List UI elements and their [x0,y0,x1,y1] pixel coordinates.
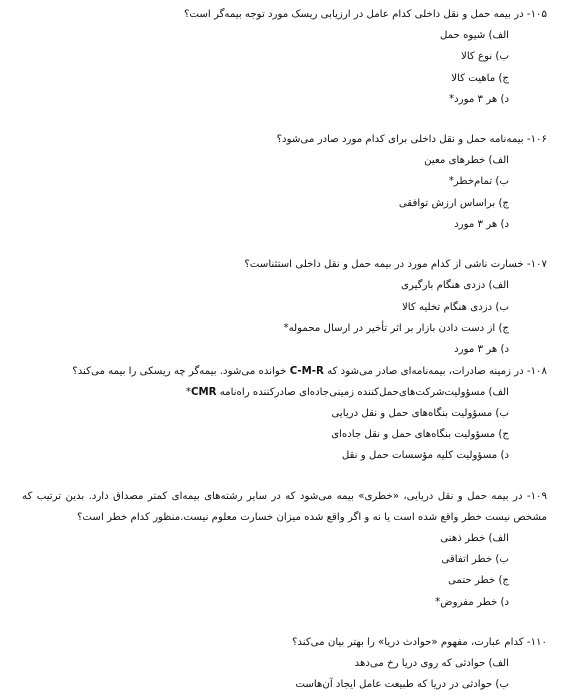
question-number: ۱۰۷- [526,259,547,271]
question-number: ۱۰۸- [526,365,547,377]
option-c: ج) خطر حتمی [447,575,509,587]
question-stem [22,129,547,150]
question-text: در بیمه حمل و نقل داخلی کدام عامل در ارزیابی ریسک مورد توجه بیمه‌گر است؟ [183,9,524,20]
question-number: ۱۰۶- [526,134,547,146]
question-stem [22,632,547,653]
question-108 [22,361,551,467]
option-c: ج) مسؤولیت بنگاه‌های حمل و نقل جاده‌ای [331,429,509,441]
question-text: بیمه‌نامه حمل و نقل داخلی برای کدام مورد صادر می‌شود؟ [276,134,524,146]
options-list [22,25,551,110]
question-number: ۱۰۵- [526,9,547,20]
question-text: در بیمه حمل و نقل دریایی، «خطری» بیمه می‌شود که در سایر رشته‌های بیمه‌ای کمتر مصداق دارد. بدین ترتیب که مشخص نیست خطر واقع شده است یا نه و اگر واقع شده میزان خسارت معلوم نیست.منظور کدام خطر است؟ [22,490,547,523]
option-text-latin: CMR [190,386,217,398]
option-b: ب) دزدی هنگام تخلیه کالا [401,301,509,313]
question-text-latin: C-M-R [289,365,324,377]
question-stem [22,254,547,275]
option-b: ب) نوع کالا [461,51,509,63]
option-a: الف) خطر ذهنی [440,532,509,544]
option-a: الف) شیوه حمل [439,30,509,41]
options-list [22,528,551,613]
question-text-part: خوانده می‌شود. بیمه‌گر چه ریسکی را بیمه می‌کند؟ [72,365,290,377]
question-106 [22,129,551,235]
options-list [22,653,551,696]
question-110 [22,632,551,696]
question-105 [22,4,551,110]
option-b: ب) حوادثی در دریا که طبیعت عامل ایجاد آن‌هاست [295,679,509,691]
option-a: الف) حوادثی که روی دریا رخ می‌دهد [354,657,509,669]
option-b: ب) مسؤولیت بنگاه‌های حمل و نقل دریایی [331,407,509,419]
question-107 [22,254,551,360]
option-text-part: الف) مسؤولیت‌شرکت‌های‌حمل‌کننده زمینی‌جاده‌ای صادرکننده راه‌نامه [216,386,509,398]
question-text-part: در زمینه صادرات، بیمه‌نامه‌ای صادر می‌شود که [323,365,524,377]
question-109 [22,486,551,613]
question-number: ۱۰۹- [526,490,547,502]
option-c: ج) ماهیت کالا [451,72,509,84]
option-c: ج) براساس ارزش توافقی [398,197,509,209]
options-list [22,150,551,235]
option-a: الف) خطرهای معین [424,155,509,167]
option-d: د) هر ۳ مورد [454,344,509,356]
option-c: ج) از دست دادن بازار بر اثر تأخیر در ارسال محموله* [283,322,509,334]
option-d: د) خطر مفروض* [435,596,509,608]
option-b: ب) تمام‌خطر* [448,176,509,188]
option-a [22,382,509,403]
option-d: د) هر ۳ مورد [454,219,509,231]
question-number: ۱۱۰- [526,636,547,648]
question-stem [22,361,547,382]
options-list [22,275,551,360]
question-stem [22,4,547,25]
question-text: خسارت ناشی از کدام مورد در بیمه حمل و نقل داخلی استثناست؟ [244,259,524,271]
option-text-part: * [185,386,191,398]
option-a: الف) دزدی هنگام بارگیری [401,280,509,292]
option-d: د) هر ۳ مورد* [449,93,509,105]
question-text: کدام عبارت، مفهوم «حوادث دریا» را بهتر بیان می‌کند؟ [291,636,524,648]
question-stem [22,486,547,528]
options-list [22,382,551,467]
option-d: د) مسؤولیت کلیه مؤسسات حمل و نقل [341,450,509,462]
option-b: ب) خطر اتفاقی [441,554,509,566]
